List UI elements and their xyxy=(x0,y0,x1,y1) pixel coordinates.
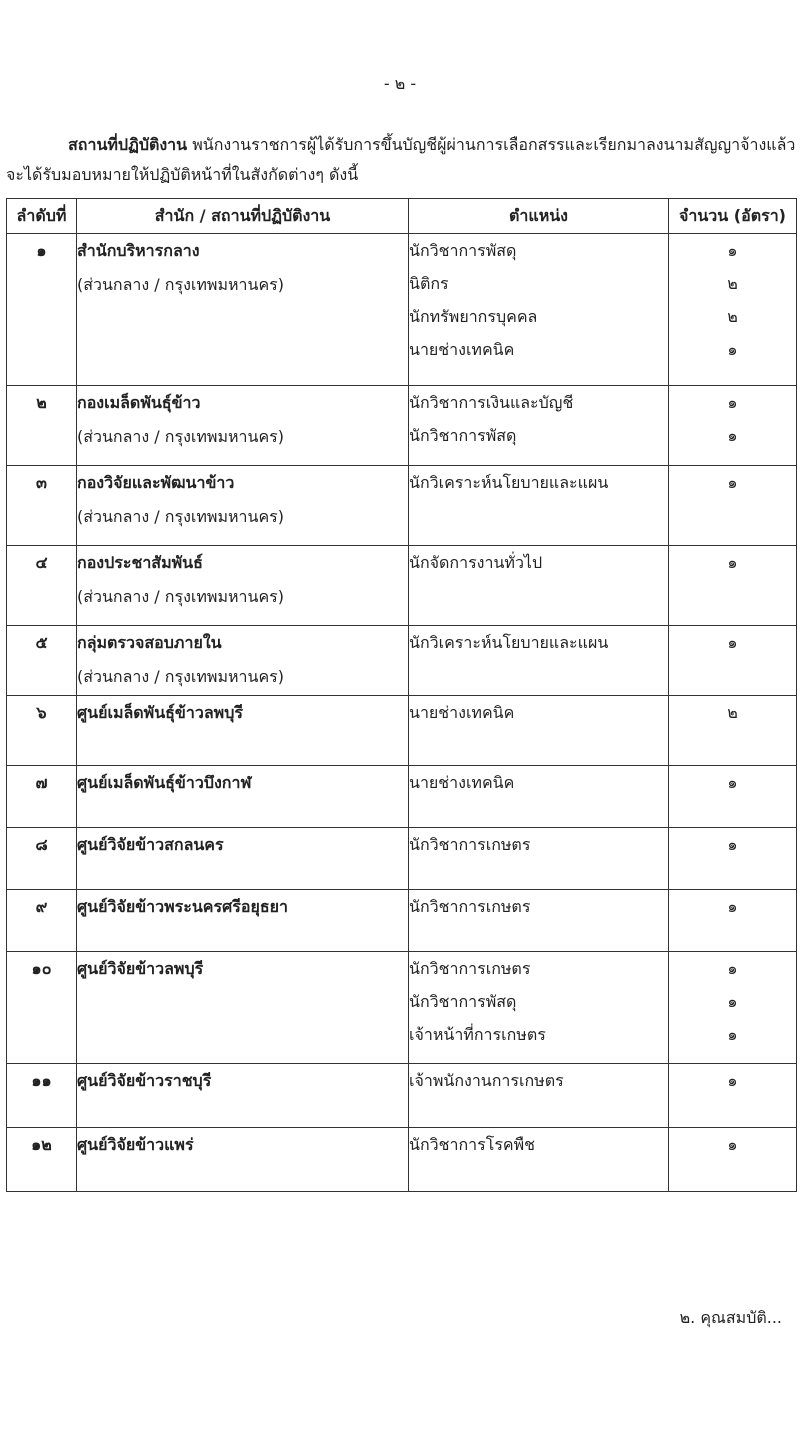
workplace-table xyxy=(6,198,797,1192)
office-name: ศูนย์วิจัยข้าวราชบุรี xyxy=(77,1071,212,1090)
position-count: ๒ xyxy=(727,307,738,326)
office-name: กองเมล็ดพันธุ์ข้าว xyxy=(77,393,201,412)
row-number-text: ๑ xyxy=(36,241,47,260)
position-title: นักวิเคราะห์นโยบายและแผน xyxy=(409,633,609,652)
position-count: ๑ xyxy=(727,340,738,359)
position-title: นักวิเคราะห์นโยบายและแผน xyxy=(409,473,609,492)
row-number xyxy=(7,1064,77,1128)
count-cell xyxy=(669,546,797,626)
position-title: นักวิชาการเงินและบัญชี xyxy=(409,393,574,412)
position-title: นักจัดการงานทั่วไป xyxy=(409,553,543,572)
count-cell xyxy=(669,466,797,546)
office-cell xyxy=(77,766,409,828)
position-cell xyxy=(409,952,669,1064)
intro-lead: สถานที่ปฏิบัติงาน xyxy=(68,135,188,154)
table-row xyxy=(7,828,797,890)
table-row xyxy=(7,1064,797,1128)
position-count: ๑ xyxy=(727,773,738,792)
position-count: ๑ xyxy=(727,553,738,572)
row-number-text: ๑๐ xyxy=(31,959,52,978)
office-location: (ส่วนกลาง / กรุงเทพมหานคร) xyxy=(77,507,284,526)
office-location: (ส่วนกลาง / กรุงเทพมหานคร) xyxy=(77,427,284,446)
position-count: ๑ xyxy=(727,241,738,260)
position-title: นายช่างเทคนิค xyxy=(409,703,515,722)
row-number xyxy=(7,234,77,386)
count-cell xyxy=(669,386,797,466)
count-cell xyxy=(669,626,797,696)
office-name: กองวิจัยและพัฒนาข้าว xyxy=(77,473,235,492)
table-row xyxy=(7,766,797,828)
position-cell xyxy=(409,1064,669,1128)
position-count: ๑ xyxy=(727,473,738,492)
position-cell xyxy=(409,626,669,696)
office-cell xyxy=(77,828,409,890)
office-name: ศูนย์วิจัยข้าวลพบุรี xyxy=(77,959,204,978)
row-number-text: ๙ xyxy=(35,897,48,916)
row-number-text: ๔ xyxy=(35,553,48,572)
header-position: ตำแหน่ง xyxy=(409,199,669,234)
position-cell xyxy=(409,696,669,766)
row-number-text: ๗ xyxy=(35,773,48,792)
office-cell xyxy=(77,1064,409,1128)
count-cell xyxy=(669,1128,797,1192)
office-cell xyxy=(77,386,409,466)
office-cell xyxy=(77,696,409,766)
count-cell xyxy=(669,952,797,1064)
position-count: ๑ xyxy=(727,393,738,412)
intro-line1: พนักงานราชการผู้ได้รับการขึ้นบัญชีผู้ผ่านการเลือกสรรและเรียกมาลงนามสัญญาจ้างแล้ว xyxy=(192,135,796,154)
office-location: (ส่วนกลาง / กรุงเทพมหานคร) xyxy=(77,587,284,606)
table-row xyxy=(7,626,797,696)
position-title: นักทรัพยากรบุคคล xyxy=(409,307,538,326)
page-number: - ๒ - xyxy=(383,74,417,93)
position-count: ๑ xyxy=(727,897,738,916)
count-cell xyxy=(669,766,797,828)
office-name: กลุ่มตรวจสอบภายใน xyxy=(77,633,222,652)
row-number xyxy=(7,766,77,828)
position-title: นายช่างเทคนิค xyxy=(409,773,515,792)
position-title: นักวิชาการพัสดุ xyxy=(409,426,517,445)
office-cell xyxy=(77,546,409,626)
table-row xyxy=(7,1128,797,1192)
position-count: ๑ xyxy=(727,992,738,1011)
position-count: ๒ xyxy=(727,274,738,293)
office-location: (ส่วนกลาง / กรุงเทพมหานคร) xyxy=(77,275,284,294)
table-row xyxy=(7,466,797,546)
header-count: จำนวน (อัตรา) xyxy=(669,199,797,234)
office-location: (ส่วนกลาง / กรุงเทพมหานคร) xyxy=(77,667,284,686)
position-cell xyxy=(409,386,669,466)
position-title: เจ้าหน้าที่การเกษตร xyxy=(409,1025,546,1044)
position-title: นักวิชาการเกษตร xyxy=(409,835,531,854)
row-number-text: ๑๒ xyxy=(31,1135,52,1154)
row-number xyxy=(7,546,77,626)
position-count: ๑ xyxy=(727,1135,738,1154)
position-count: ๒ xyxy=(727,703,738,722)
position-cell xyxy=(409,828,669,890)
position-cell xyxy=(409,890,669,952)
position-title: นิติกร xyxy=(409,274,449,293)
position-cell xyxy=(409,766,669,828)
position-title: นักวิชาการเกษตร xyxy=(409,897,531,916)
office-name: ศูนย์วิจัยข้าวพระนครศรีอยุธยา xyxy=(77,897,288,916)
position-count: ๑ xyxy=(727,959,738,978)
table-row xyxy=(7,890,797,952)
office-name: ศูนย์วิจัยข้าวสกลนคร xyxy=(77,835,224,854)
count-cell xyxy=(669,696,797,766)
office-cell xyxy=(77,626,409,696)
position-count: ๑ xyxy=(727,1071,738,1090)
office-name: ศูนย์วิจัยข้าวแพร่ xyxy=(77,1135,194,1154)
position-title: นักวิชาการโรคพืช xyxy=(409,1135,536,1154)
count-cell xyxy=(669,890,797,952)
position-title: นักวิชาการพัสดุ xyxy=(409,992,517,1011)
count-cell xyxy=(669,828,797,890)
count-cell xyxy=(669,234,797,386)
footer-continuation: ๒. คุณสมบัติ... xyxy=(679,1308,782,1327)
office-cell xyxy=(77,890,409,952)
intro-paragraph xyxy=(6,130,796,190)
header-no: ลำดับที่ xyxy=(7,199,77,234)
row-number-text: ๑๑ xyxy=(31,1071,52,1090)
row-number xyxy=(7,952,77,1064)
row-number-text: ๒ xyxy=(36,393,47,412)
office-cell xyxy=(77,466,409,546)
row-number-text: ๓ xyxy=(36,473,47,492)
position-count: ๑ xyxy=(727,426,738,445)
position-cell xyxy=(409,234,669,386)
row-number xyxy=(7,626,77,696)
office-name: ศูนย์เมล็ดพันธุ์ข้าวบึงกาฬ xyxy=(77,773,252,792)
table-row xyxy=(7,546,797,626)
office-cell xyxy=(77,1128,409,1192)
table-row xyxy=(7,234,797,386)
table-row xyxy=(7,952,797,1064)
row-number xyxy=(7,890,77,952)
position-title: เจ้าพนักงานการเกษตร xyxy=(409,1071,564,1090)
row-number xyxy=(7,386,77,466)
count-cell xyxy=(669,1064,797,1128)
row-number xyxy=(7,466,77,546)
office-cell xyxy=(77,234,409,386)
row-number-text: ๘ xyxy=(35,835,48,854)
office-name: กองประชาสัมพันธ์ xyxy=(77,553,203,572)
position-count: ๑ xyxy=(727,1025,738,1044)
table-row xyxy=(7,696,797,766)
position-title: นักวิชาการพัสดุ xyxy=(409,241,517,260)
position-count: ๑ xyxy=(727,633,738,652)
office-cell xyxy=(77,952,409,1064)
row-number-text: ๕ xyxy=(35,633,48,652)
position-cell xyxy=(409,466,669,546)
table-header-row xyxy=(7,199,797,234)
position-count: ๑ xyxy=(727,835,738,854)
intro-line2: จะได้รับมอบหมายให้ปฏิบัติหน้าที่ในสังกัดต่างๆ ดังนี้ xyxy=(6,165,359,184)
position-cell xyxy=(409,1128,669,1192)
row-number xyxy=(7,1128,77,1192)
position-title: นายช่างเทคนิค xyxy=(409,340,515,359)
office-name: สำนักบริหารกลาง xyxy=(77,241,200,260)
row-number xyxy=(7,696,77,766)
row-number xyxy=(7,828,77,890)
header-office: สำนัก / สถานที่ปฏิบัติงาน xyxy=(77,199,409,234)
office-name: ศูนย์เมล็ดพันธุ์ข้าวลพบุรี xyxy=(77,703,243,722)
position-cell xyxy=(409,546,669,626)
row-number-text: ๖ xyxy=(36,703,47,722)
position-title: นักวิชาการเกษตร xyxy=(409,959,531,978)
table-row xyxy=(7,386,797,466)
